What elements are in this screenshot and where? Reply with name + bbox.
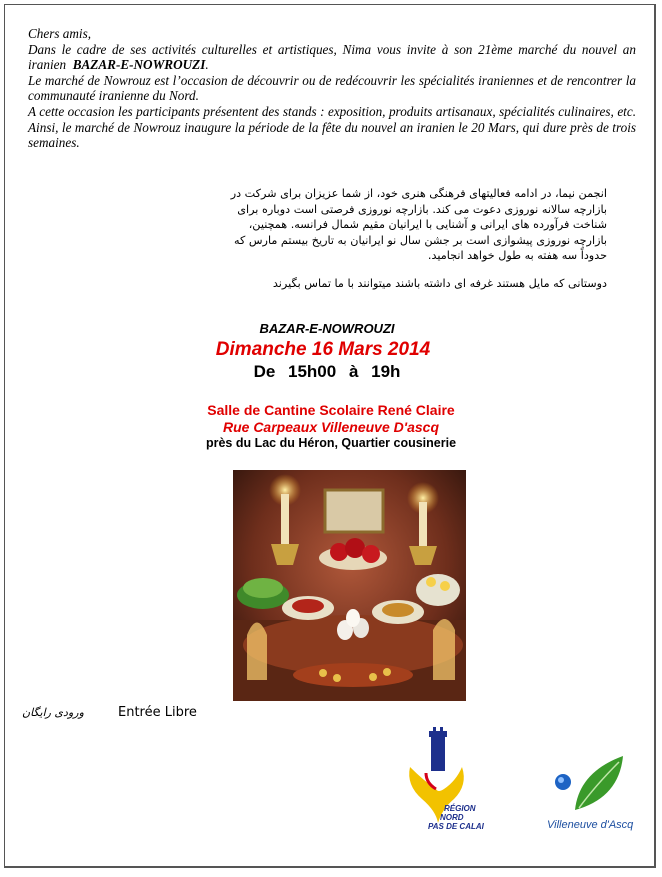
haft-sin-table-photo xyxy=(233,470,466,701)
french-text-block xyxy=(28,26,636,151)
region-logo-line-3: PAS DE CALAIS xyxy=(428,822,484,831)
french-paragraph-1-text: Dans le cadre de ses activités culturelles et artistiques, Nima vous invite à son 21ème marché du nouvel an iranien xyxy=(28,41,636,73)
entry-free-persian: ورودی رایگان xyxy=(22,706,84,719)
french-paragraph-2: Le marché de Nowrouz est l’occasion de découvrir ou de redécouvrir les spécialités iraniennes et de rencontrer la communauté iranienne du Nord. xyxy=(28,72,636,104)
event-date: Dimanche 16 Mars 2014 xyxy=(215,339,431,360)
persian-paragraph-1: انجمن نیما، در ادامه فعالیتهای فرهنگی هنری خود، از شما عزیزان برای شرکت در بازارچه سالانه نوروزی دعوت می کند. بازارچه نوروزی فرصتی است دوباره برای شناخت فرآورده های ایرانی و آشنایی با ایرانیان مقیم شمال فرانسه. همچنین، بازارچه نوروزی پیشوازی است بر جشن سال نو ایرانیان به تاریخ بیستم مارس که حدوداً سه هفته به طول خواهد انجامید. xyxy=(230,187,607,262)
city-logo-name: Villeneuve d'Ascq xyxy=(547,819,634,831)
event-time: De 15h00 à 19h xyxy=(253,362,401,381)
region-logo-line-1: RÉGION xyxy=(444,804,476,813)
villeneuve-dascq-logo xyxy=(545,752,637,834)
event-venue: Salle de Cantine Scolaire René Claire xyxy=(207,402,455,418)
bazar-name: BAZAR-E-NOWROUZI xyxy=(72,57,206,73)
event-address: Rue Carpeaux Villeneuve D'ascq xyxy=(222,419,439,435)
region-nord-pas-de-calais-logo xyxy=(404,727,484,837)
region-logo-line-2: NORD xyxy=(440,813,464,822)
persian-text-block xyxy=(215,186,607,291)
event-location-note: près du Lac du Héron, Quartier cousinerie xyxy=(205,436,457,450)
french-paragraph-1-end: . xyxy=(205,57,209,73)
event-title: BAZAR-E-NOWROUZI xyxy=(259,321,395,336)
entry-free-french: Entrée Libre xyxy=(118,705,197,720)
persian-paragraph-2: دوستانی که مایل هستند غرفه ای داشته باشند میتوانند با ما تماس بگیرند xyxy=(272,276,607,290)
french-paragraph-3: A cette occasion les participants présentent des stands : exposition, produits artisanaux, spécialités culinaires, etc. Ainsi, le marché de Nowrouz inaugure la période de la fête du nouvel an iranien le 20 Mars, qui dure près de trois semaines. xyxy=(28,103,636,151)
greeting: Chers amis, xyxy=(28,26,92,41)
french-paragraph-1 xyxy=(28,42,636,73)
